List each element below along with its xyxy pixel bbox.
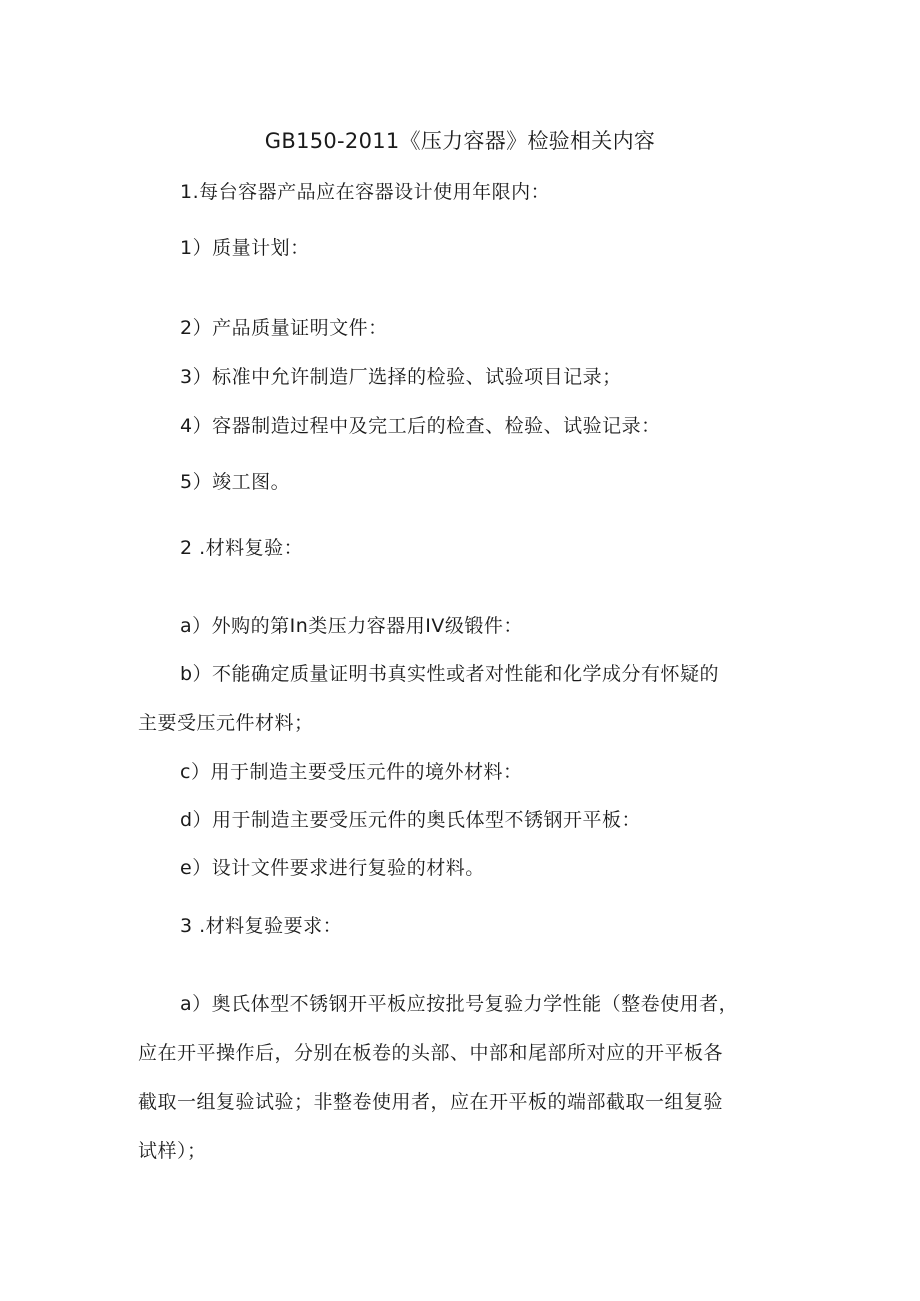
section3-paragraph-line-3: 截取一组复验试验；非整卷使用者，应在开平板的端部截取一组复验 [138, 1091, 724, 1113]
section2-item-a: a）外购的第In类压力容器用IV级锻件： [180, 615, 523, 637]
section2-item-b: b）不能确定质量证明书真实性或者对性能和化学成分有怀疑的 [180, 663, 720, 685]
section1-item-2: 2）产品质量证明文件： [180, 317, 388, 339]
section3-heading: 3 .材料复验要求： [180, 915, 343, 937]
section1-item-4: 4）容器制造过程中及完工后的检查、检验、试验记录： [180, 415, 661, 437]
section1-item-1: 1）质量计划： [180, 237, 310, 259]
section3-paragraph-line-4: 试样）； [138, 1140, 207, 1162]
section1-heading: 1.每台容器产品应在容器设计使用年限内： [180, 181, 551, 203]
section2-item-d: d）用于制造主要受压元件的奥氏体型不锈钢开平板： [180, 809, 642, 831]
section2-item-b-continued: 主要受压元件材料； [138, 712, 314, 734]
section2-item-c: c）用于制造主要受压元件的境外材料： [180, 761, 523, 783]
document-title: GB150-2011《压力容器》检验相关内容 [264, 129, 656, 153]
section3-paragraph-line-1: a）奥氏体型不锈钢开平板应按批号复验力学性能（整卷使用者， [180, 993, 739, 1015]
section2-heading: 2 .材料复验： [180, 537, 304, 559]
section3-paragraph-line-2: 应在开平操作后，分别在板卷的头部、中部和尾部所对应的开平板各 [138, 1042, 724, 1064]
section1-item-5: 5）竣工图。 [180, 471, 291, 493]
section1-item-3: 3）标准中允许制造厂选择的检验、试验项目记录； [180, 366, 622, 388]
section2-item-e: e）设计文件要求进行复验的材料。 [180, 857, 485, 879]
